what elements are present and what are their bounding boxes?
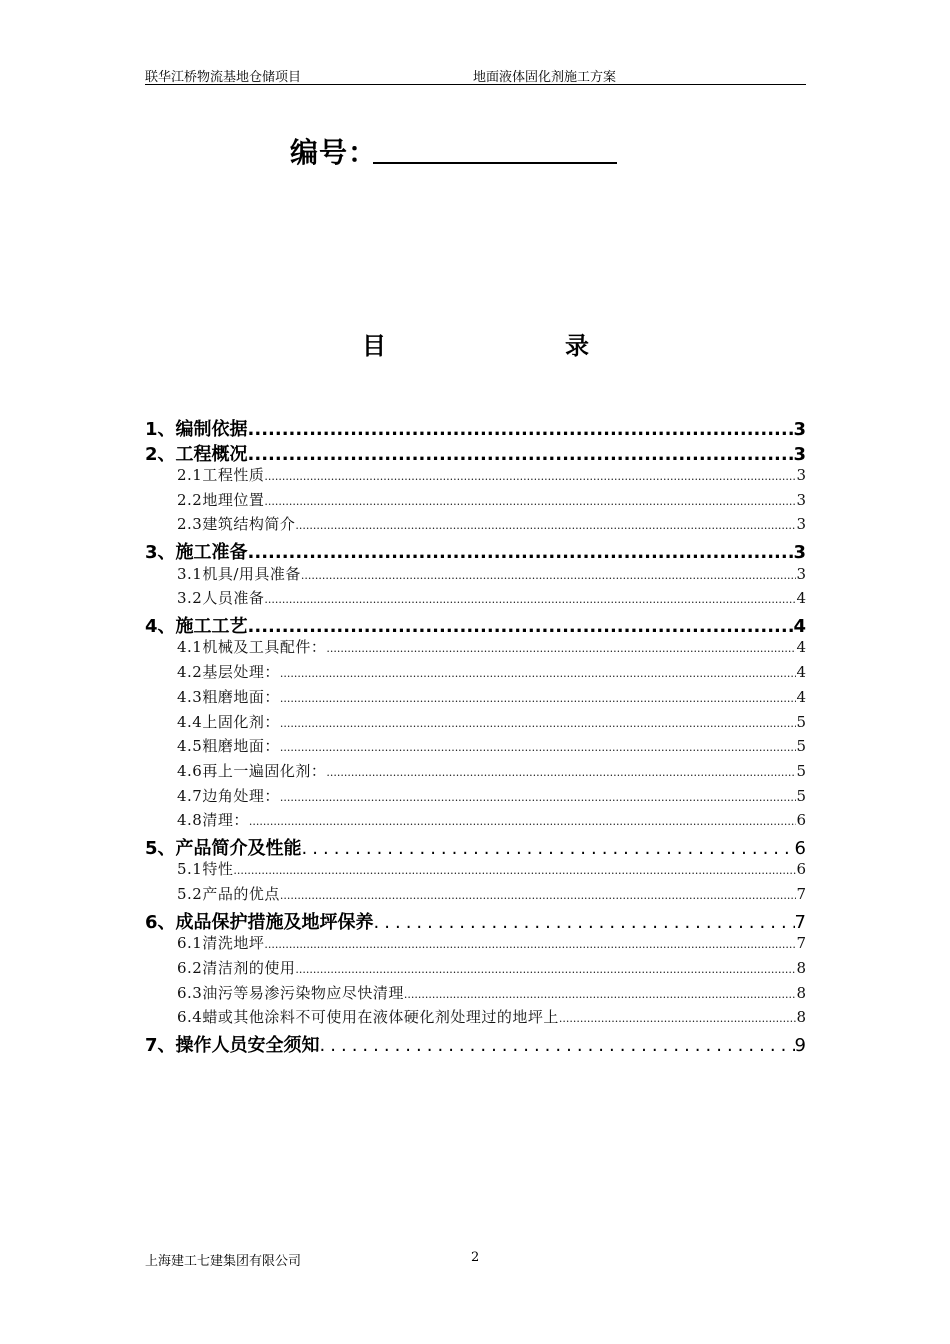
toc-leader-dots [248, 616, 794, 637]
toc-entry-label: 5、产品简介及性能 [145, 837, 302, 859]
toc-entry-chapter[interactable] [145, 834, 806, 859]
toc-entry-label: 6、成品保护措施及地坪保养 [145, 911, 374, 933]
toc-entry-label: 2.3建筑结构简介 [177, 515, 296, 534]
toc-entry-section[interactable] [145, 809, 806, 834]
toc-leader-dots [248, 444, 794, 465]
toc-entry-label: 4.2基层处理： [177, 663, 280, 682]
toc-leader-dots [280, 667, 797, 680]
toc-entry-label: 5.1特性 [177, 860, 234, 879]
table-of-contents [145, 415, 806, 1056]
toc-entry-page: 4 [796, 638, 806, 657]
toc-entry-label: 4.1机械及工具配件： [177, 638, 327, 657]
toc-entry-label: 4.8清理： [177, 811, 249, 830]
toc-entry-label: 3、施工准备 [145, 542, 248, 564]
toc-entry-section[interactable] [145, 858, 806, 883]
toc-entry-page: 5 [796, 712, 806, 731]
toc-entry-page: 3 [793, 542, 806, 564]
toc-leader-dots [249, 815, 797, 828]
toc-entry-label: 6.1清洗地坪 [177, 934, 265, 953]
toc-entry-page: 3 [796, 490, 806, 509]
toc-entry-section[interactable] [145, 661, 806, 686]
toc-leader-dots [301, 569, 797, 582]
toc-entry-page: 6 [794, 837, 806, 859]
toc-entry-label: 4.6再上一遍固化剂： [177, 761, 327, 780]
toc-title-part2: 录 [565, 332, 589, 360]
toc-entry-label: 2.1工程性质 [177, 466, 265, 484]
toc-entry-section[interactable] [145, 982, 806, 1007]
toc-entry-page: 8 [796, 1008, 806, 1027]
toc-leader-dots [280, 889, 797, 902]
toc-leader-dots [264, 938, 796, 951]
toc-entry-section[interactable] [145, 957, 806, 982]
serial-number-label: 编号： [290, 136, 378, 169]
toc-entry-section[interactable] [145, 563, 806, 588]
serial-number-blank-line [373, 162, 617, 164]
toc-entry-label: 2、工程概况 [145, 443, 248, 465]
toc-leader-dots [374, 912, 795, 933]
toc-entry-label: 7、操作人员安全须知 [145, 1035, 320, 1057]
toc-entry-section[interactable] [145, 711, 806, 736]
toc-leader-dots [295, 963, 796, 976]
toc-entry-page: 3 [796, 515, 806, 534]
toc-leader-dots [326, 642, 796, 655]
header-project-name: 联华江桥物流基地仓储项目 [145, 70, 302, 85]
toc-entry-page: 6 [796, 811, 806, 830]
page-header [145, 64, 806, 85]
toc-entry-section[interactable] [145, 686, 806, 711]
toc-entry-page: 3 [796, 564, 806, 583]
toc-entry-chapter[interactable] [145, 440, 806, 465]
toc-entry-section[interactable] [145, 636, 806, 661]
toc-leader-dots [302, 838, 795, 859]
toc-leader-dots [280, 692, 797, 705]
toc-entry-section[interactable] [145, 883, 806, 908]
toc-entry-page: 7 [796, 885, 806, 904]
toc-leader-dots [326, 766, 796, 779]
toc-entry-label: 3.2人员准备 [177, 589, 265, 608]
toc-entry-label: 4.3粗磨地面： [177, 687, 280, 706]
toc-leader-dots [280, 791, 797, 804]
toc-entry-section[interactable] [145, 785, 806, 810]
toc-entry-label: 4、施工工艺 [145, 615, 248, 637]
toc-leader-dots [264, 495, 796, 508]
toc-entry-section[interactable] [145, 932, 806, 957]
toc-entry-section[interactable] [145, 489, 806, 514]
toc-entry-chapter[interactable] [145, 1031, 806, 1056]
toc-entry-section[interactable] [145, 760, 806, 785]
toc-leader-dots [320, 1035, 795, 1056]
toc-entry-page: 3 [793, 443, 806, 465]
toc-entry-label: 6.3油污等易渗污染物应尽快清理 [177, 983, 404, 1002]
toc-leader-dots [264, 593, 796, 606]
toc-entry-page: 8 [796, 983, 806, 1002]
footer-page-number: 2 [471, 1250, 480, 1265]
toc-entry-section[interactable] [145, 1006, 806, 1031]
header-document-title: 地面液体固化剂施工方案 [473, 70, 617, 85]
toc-leader-dots [248, 419, 794, 440]
toc-entry-section[interactable] [145, 735, 806, 760]
toc-entry-section[interactable] [145, 464, 806, 489]
toc-entry-page: 3 [793, 419, 806, 440]
toc-entry-page: 4 [793, 615, 806, 637]
toc-entry-label: 4.7边角处理： [177, 786, 280, 805]
toc-entry-page: 9 [794, 1035, 806, 1057]
toc-leader-dots [280, 717, 797, 730]
toc-entry-page: 5 [796, 786, 806, 805]
toc-entry-label: 1、编制依据 [145, 419, 248, 440]
toc-entry-page: 5 [796, 761, 806, 780]
toc-leader-dots [248, 542, 794, 563]
toc-entry-label: 4.4上固化剂： [177, 712, 280, 731]
toc-entry-chapter[interactable] [145, 538, 806, 563]
toc-entry-chapter[interactable] [145, 612, 806, 637]
toc-leader-dots [264, 470, 796, 483]
toc-leader-dots [233, 864, 796, 877]
toc-leader-dots [295, 519, 796, 532]
toc-leader-dots [559, 1012, 797, 1025]
toc-entry-label: 5.2产品的优点 [177, 885, 280, 904]
toc-entry-section[interactable] [145, 587, 806, 612]
toc-entry-page: 7 [794, 911, 806, 933]
toc-entry-page: 5 [796, 737, 806, 756]
toc-leader-dots [280, 741, 797, 754]
toc-entry-section[interactable] [145, 513, 806, 538]
toc-entry-label: 6.4蜡或其他涂料不可使用在液体硬化剂处理过的地坪上 [177, 1008, 559, 1027]
toc-entry-chapter[interactable] [145, 415, 806, 440]
toc-entry-chapter[interactable] [145, 908, 806, 933]
toc-entry-page: 3 [796, 466, 806, 484]
toc-entry-label: 3.1机具/用具准备 [177, 564, 301, 583]
toc-entry-page: 4 [796, 589, 806, 608]
toc-entry-page: 6 [796, 860, 806, 879]
toc-entry-page: 4 [796, 687, 806, 706]
toc-entry-page: 7 [796, 934, 806, 953]
toc-entry-page: 4 [796, 663, 806, 682]
toc-entry-label: 2.2地理位置 [177, 490, 265, 509]
toc-entry-label: 6.2清洁剂的使用 [177, 959, 296, 977]
toc-title-part1: 目 [362, 332, 386, 360]
toc-entry-page: 8 [796, 959, 806, 977]
toc-leader-dots [404, 988, 797, 1001]
footer-company: 上海建工七建集团有限公司 [145, 1254, 302, 1269]
toc-entry-label: 4.5粗磨地面： [177, 737, 280, 756]
